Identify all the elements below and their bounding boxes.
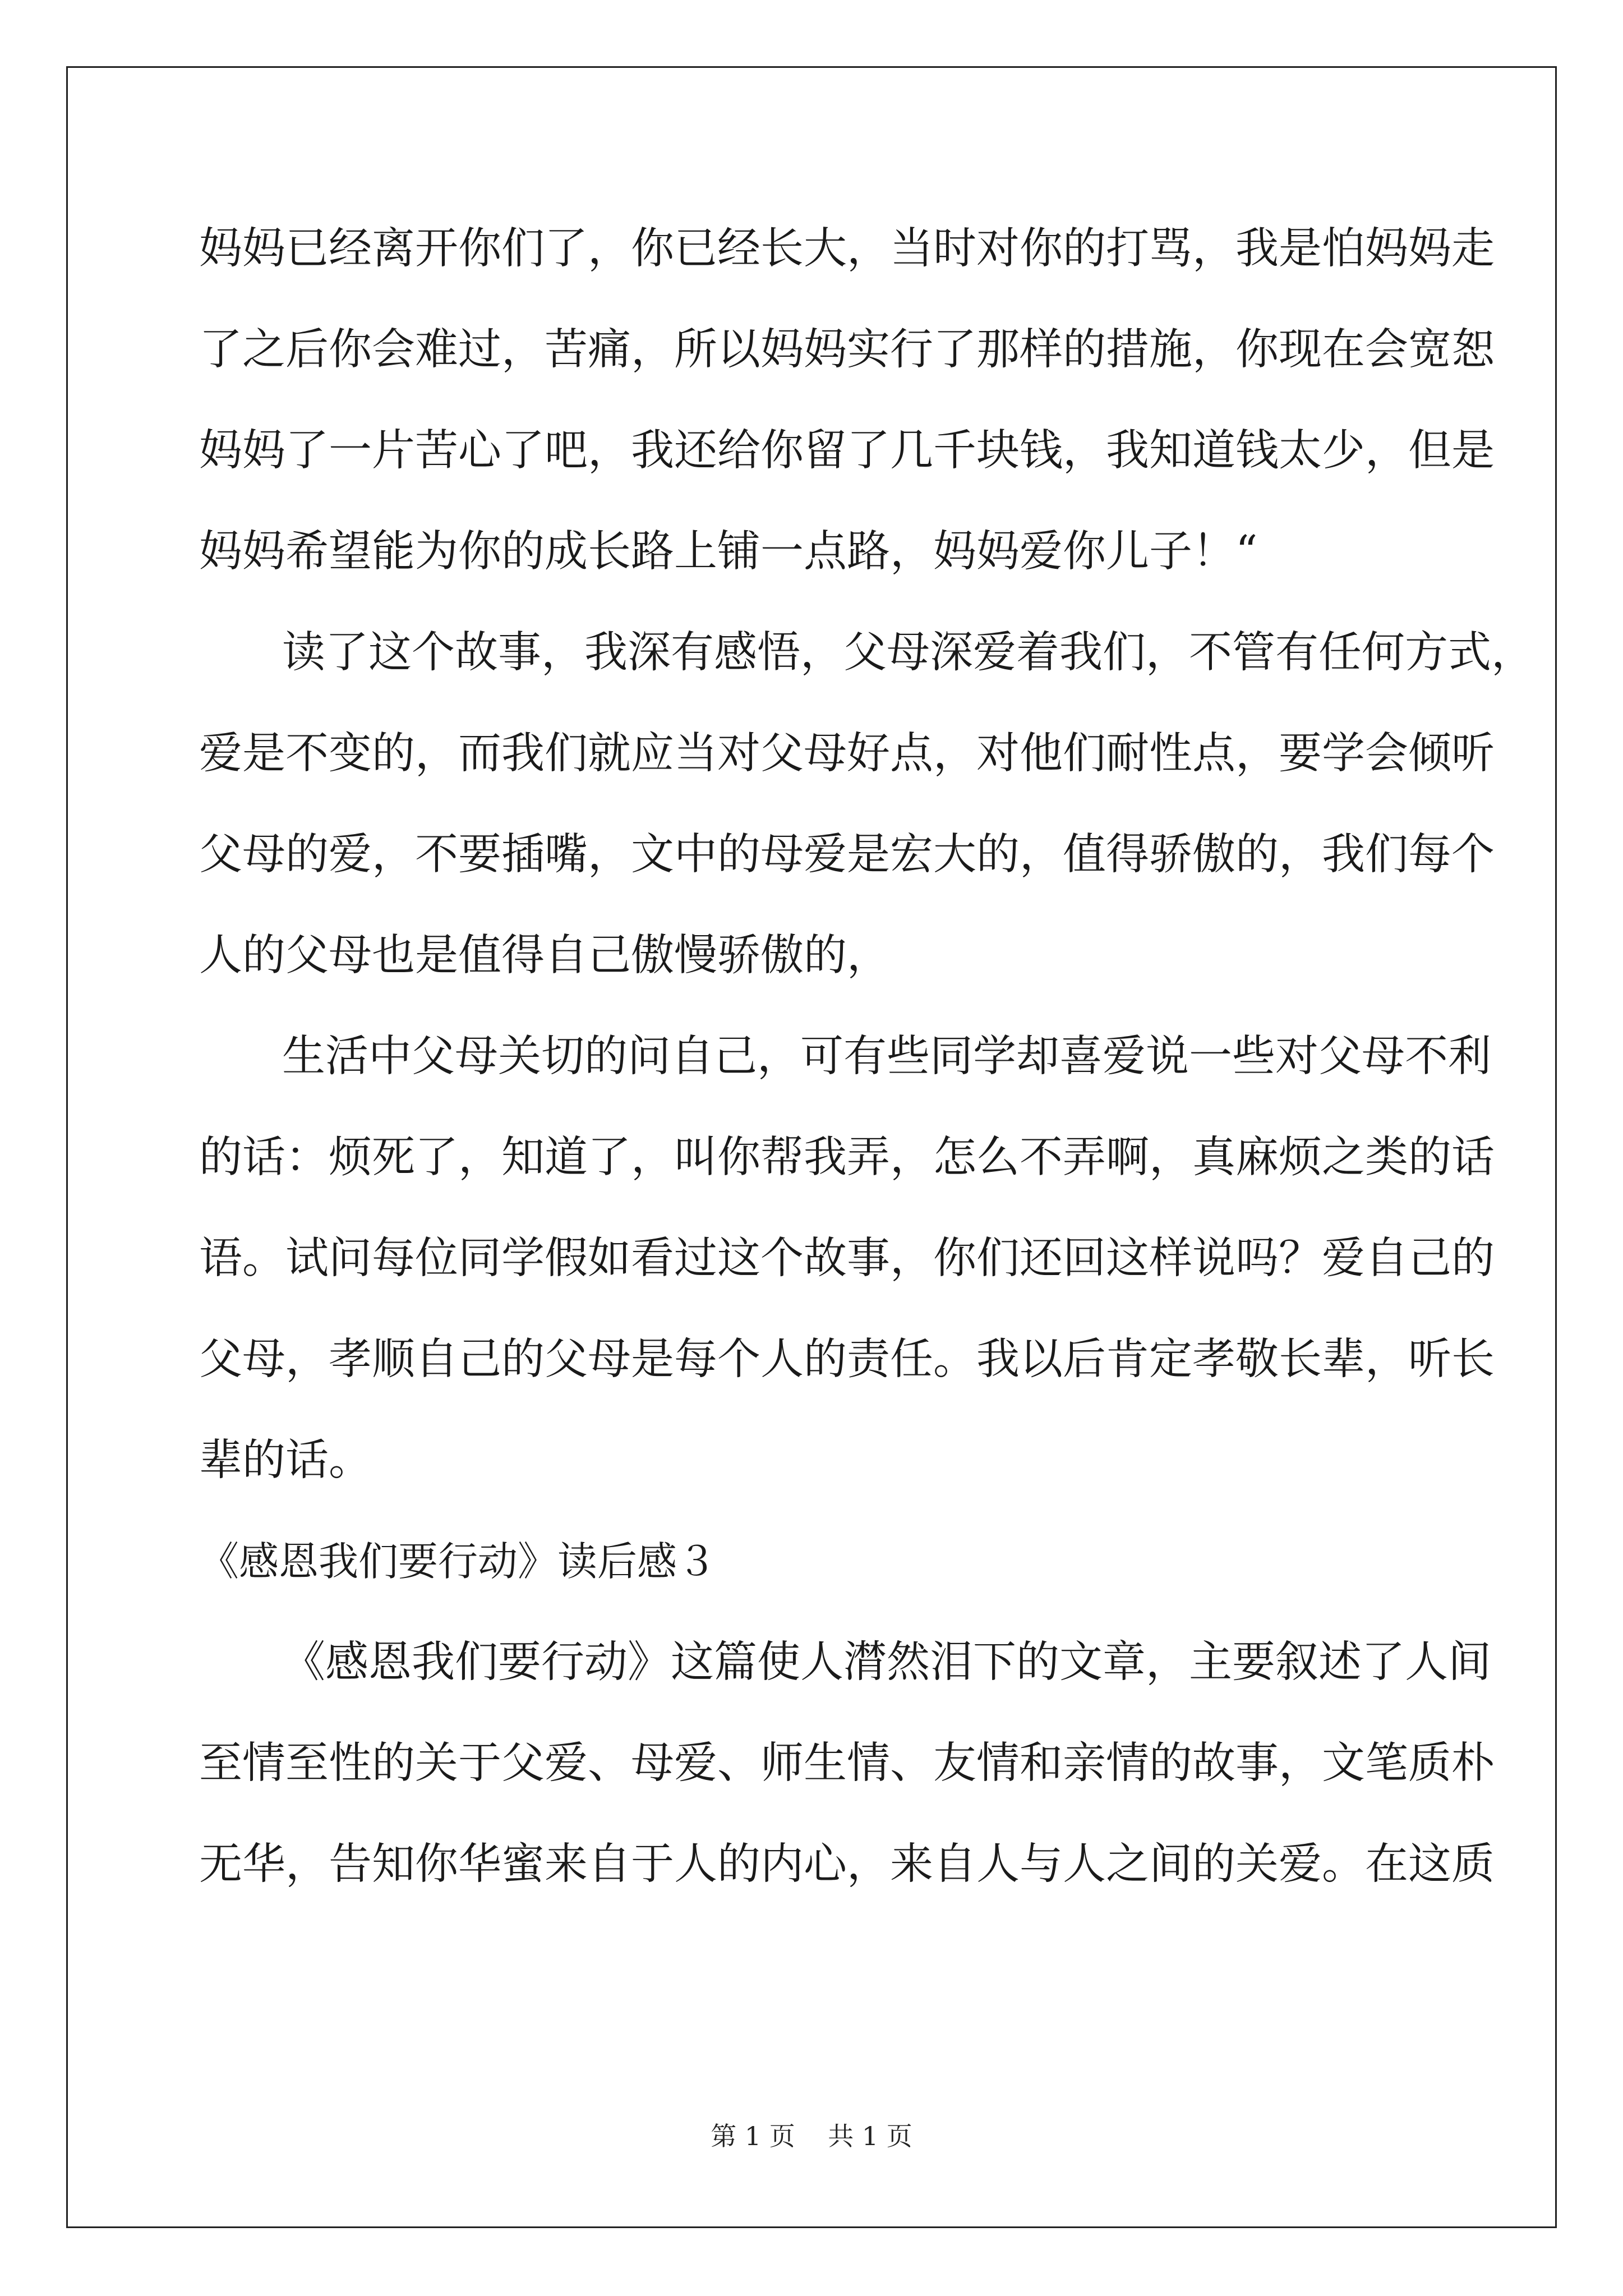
text-line: 爱是不变的，而我们就应当对父母好点，对他们耐性点，要学会倾听 — [199, 729, 1495, 779]
text-line: 读了这个故事，我深有感悟，父母深爱着我们，不管有任何方式， — [282, 628, 1534, 678]
text-line: 《感恩我们要行动》这篇使人潸然泪下的文章，主要叙述了人间 — [282, 1637, 1491, 1687]
text-line: 生活中父母关切的问自己，可有些同学却喜爱说一些对父母不利 — [282, 1032, 1491, 1082]
text-line: 妈妈了一片苦心了吧，我还给你留了几千块钱，我知道钱太少，但是 — [199, 426, 1495, 476]
text-line: 父母的爱，不要插嘴，文中的母爱是宏大的，值得骄傲的，我们每个 — [199, 830, 1495, 880]
text-line: 妈妈希望能为你的成长路上铺一点路，妈妈爱你儿子！“ — [199, 527, 1258, 577]
section-heading: 《感恩我们要行动》读后感３ — [199, 1538, 717, 1585]
text-line: 父母，孝顺自己的父母是每个人的责任。我以后肯定孝敬长辈，听长 — [199, 1335, 1495, 1384]
text-line: 无华，告知你华蜜来自于人的内心，来自人与人之间的关爱。在这质 — [199, 1839, 1495, 1889]
text-line: 妈妈已经离开你们了，你已经长大，当时对你的打骂，我是怕妈妈走 — [199, 224, 1495, 274]
text-line: 语。试问每位同学假如看过这个故事，你们还回这样说吗？爱自己的 — [199, 1234, 1495, 1283]
text-line: 的话：烦死了，知道了，叫你帮我弄，怎么不弄啊，真麻烦之类的话 — [199, 1133, 1495, 1182]
text-line: 人的父母也是值得自己傲慢骄傲的， — [199, 931, 890, 981]
text-line: 了之后你会难过，苦痛，所以妈妈实行了那样的措施，你现在会宽恕 — [199, 325, 1495, 375]
text-line: 辈的话。 — [199, 1435, 372, 1485]
page-number: 第 1 页 共 1 页 — [711, 2121, 912, 2151]
text-line: 至情至性的关于父爱、母爱、师生情、友情和亲情的故事，文笔质朴 — [199, 1738, 1495, 1788]
